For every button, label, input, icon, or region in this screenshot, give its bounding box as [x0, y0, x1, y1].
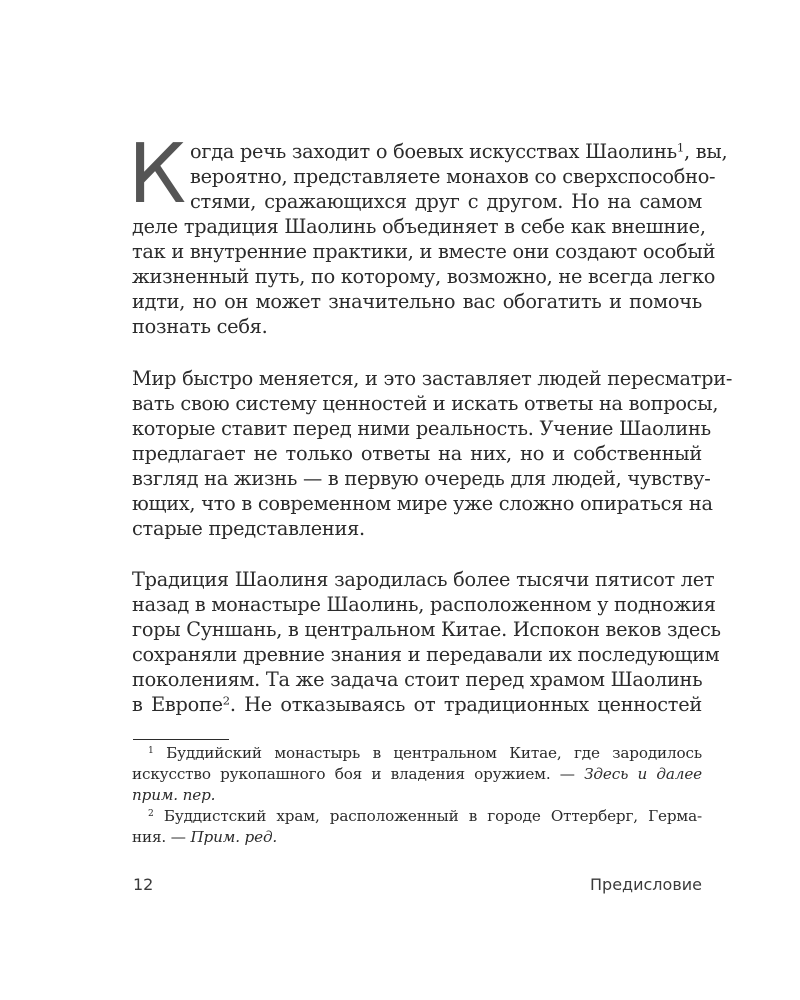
paragraph-1-line-7: идти, но он может значительно вас обогатить и помочь [132, 290, 702, 313]
running-header-section: Предисловие [590, 875, 702, 894]
footnote-ref-1: 1 [676, 140, 685, 155]
paragraph-1-line-8: познать себя. [132, 315, 268, 338]
paragraph-1-line-6: жизненный путь, по которому, возможно, не всегда легко [132, 265, 716, 288]
paragraph-1-line-2: вероятно, представляете монахов со сверхспособно- [190, 165, 716, 188]
paragraph-2-line-1: Мир быстро меняется, и это заставляет людей пересматри- [132, 367, 733, 390]
page-number: 12 [133, 875, 154, 894]
footnote-1-line-1: $^1$ Буддийский монастырь в центральном Китае, где зародилось [148, 744, 702, 762]
paragraph-1-line-5: так и внутренние практики, и вместе они создают особый [132, 240, 716, 263]
paragraph-2-line-7: старые представления. [132, 517, 365, 540]
drop-cap: К [128, 127, 187, 222]
paragraph-3-line-1: Традиция Шаолиня зародилась более тысячи пятисот лет [132, 568, 715, 591]
paragraph-3-line-5: поколениям. Та же задача стоит перед храмом Шаолинь [132, 668, 703, 691]
paragraph-2-line-5: взгляд на жизнь — в первую очередь для людей, чувству- [132, 467, 711, 490]
footnote-2-line-1: $^2$ Буддистский храм, расположенный в городе Оттерберг, Герма- [148, 807, 702, 825]
paragraph-3-line-6: в Европе$^2$. Не отказываясь от традиционных ценностей [132, 693, 702, 716]
footnote-2-line-2: ния. — Прим. ред. [132, 828, 278, 846]
paragraph-1-line-3: стями, сражающихся друг с другом. Но на самом [190, 190, 702, 213]
footnote-1-line-2: искусство рукопашного боя и владения оружием. — Здесь и далее [132, 765, 702, 783]
paragraph-2-line-6: ющих, что в современном мире уже сложно опираться на [132, 492, 713, 515]
footnote-separator [133, 739, 229, 740]
paragraph-3-line-3: горы Суншань, в центральном Китае. Испокон веков здесь [132, 618, 721, 641]
paragraph-3-line-2: назад в монастыре Шаолинь, расположенном у подножия [132, 593, 716, 616]
paragraph-3-line-4: сохраняли древние знания и передавали их последующим [132, 643, 720, 666]
paragraph-1-line-1: огда речь заходит о боевых искусствах Шаолинь$^1$, вы, [190, 140, 728, 163]
footnote-ref-2: 2 [222, 693, 230, 708]
paragraph-2-line-3: которые ставит перед ними реальность. Учение Шаолинь [132, 417, 711, 440]
paragraph-2-line-4: предлагает не только ответы на них, но и собственный [132, 442, 702, 465]
paragraph-1-line-4: деле традиция Шаолинь объединяет в себе как внешние, [132, 215, 706, 238]
paragraph-2-line-2: вать свою систему ценностей и искать ответы на вопросы, [132, 392, 719, 415]
footnote-1-line-3: прим. пер. [132, 786, 216, 804]
